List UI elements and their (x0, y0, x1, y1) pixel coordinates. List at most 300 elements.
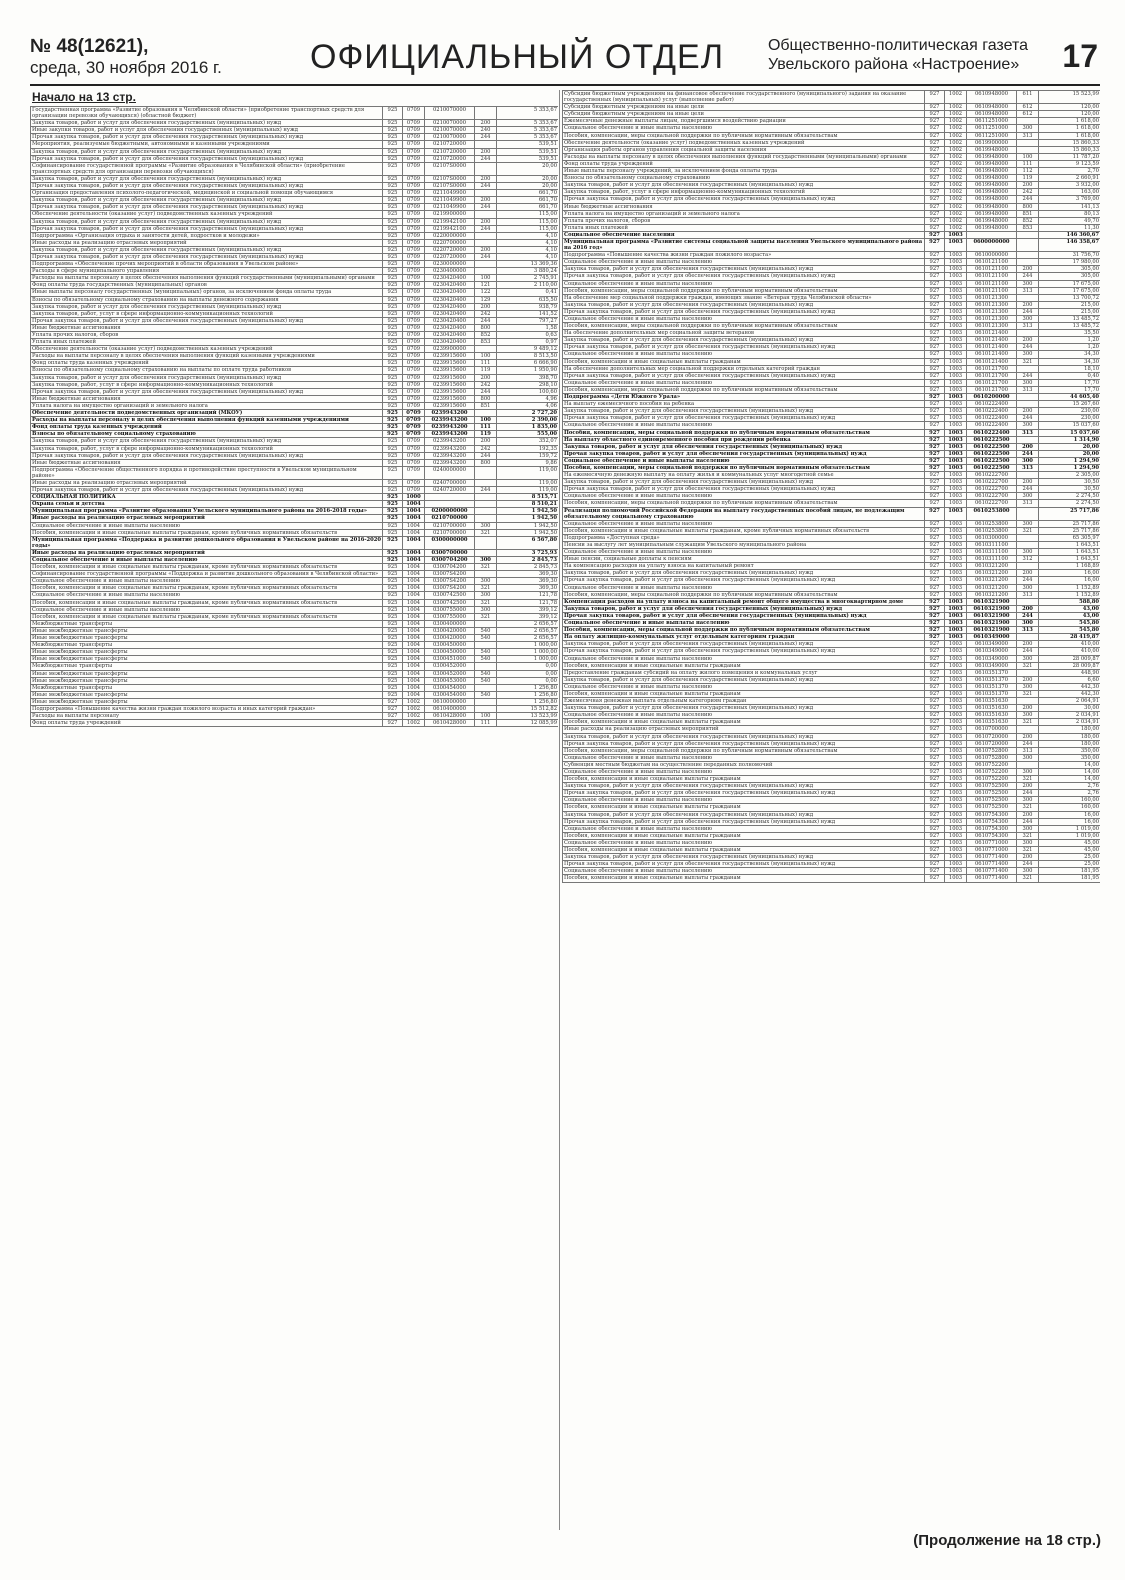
table-row (563, 196, 1101, 203)
row-section-code: 1004 (403, 677, 425, 684)
row-amount: 3 880,24 (497, 268, 559, 275)
row-name: Социальное обеспечение и иные выплаты населению (563, 620, 925, 627)
row-section-code: 1004 (403, 522, 425, 529)
row-expense-type: 313 (1017, 132, 1039, 139)
row-section-code: 0709 (403, 127, 425, 134)
table-row (563, 698, 1101, 705)
table-row (563, 740, 1101, 747)
budget-table-left (30, 106, 558, 727)
row-expense-type (1017, 394, 1039, 401)
row-name: Закупка товаров, работ и услуг для обеспечения государственных (муниципальных) нужд (31, 246, 383, 253)
row-name: Пособия, компенсации и иные социальные выплаты гражданам, кроме публичных нормативных обязательств (31, 585, 383, 592)
table-row (31, 424, 559, 431)
row-admin-code: 927 (925, 875, 945, 882)
row-expense-type (475, 508, 497, 515)
row-admin-code: 925 (383, 148, 403, 155)
row-expense-type: 242 (475, 381, 497, 388)
table-row (563, 330, 1101, 337)
row-target-code: 0610400000 (425, 705, 475, 712)
table-row (31, 268, 559, 275)
row-name: Закупка товаров, работ и услуг для обеспечения государственных (муниципальных) нужд (563, 408, 925, 415)
row-admin-code: 927 (925, 811, 945, 818)
row-admin-code: 925 (383, 417, 403, 424)
row-amount: 442,30 (1039, 683, 1101, 690)
row-name: На обеспечение дополнительных мер социальной поддержки отдельных категорий граждан (563, 365, 925, 372)
row-amount: 13 700,72 (1039, 294, 1101, 301)
row-section-code: 1002 (945, 203, 967, 210)
row-amount: 192,35 (497, 445, 559, 452)
row-section-code: 1003 (945, 493, 967, 500)
row-expense-type: 100 (475, 275, 497, 282)
row-admin-code: 927 (925, 570, 945, 577)
row-target-code: 0210720000 (425, 148, 475, 155)
row-name: Реализация полномочий Российской Федерации на выплату государственных пособий лицам, не подлежащим обязательному социальному страхованию (563, 507, 925, 520)
row-section-code: 1000 (403, 494, 425, 501)
row-amount: 146 360,67 (1039, 231, 1101, 238)
row-section-code: 1004 (403, 635, 425, 642)
row-name: Пособия, компенсации, меры социальной поддержки по публичным нормативным обязательствам (563, 132, 925, 139)
row-admin-code: 927 (925, 818, 945, 825)
row-admin-code: 927 (925, 790, 945, 797)
row-target-code: 0300755000 (425, 613, 475, 620)
row-admin-code: 927 (925, 153, 945, 160)
table-row (31, 564, 559, 571)
row-amount: 14,00 (1039, 761, 1101, 768)
row-target-code: 0610222500 (967, 464, 1017, 471)
row-name: Закупка товаров, работ и услуг для обеспечения государственных (муниципальных) нужд (31, 120, 383, 127)
row-name: Закупка товаров, работ и услуг для обеспечения государственных (муниципальных) нужд (563, 733, 925, 740)
row-target-code: 0300451000 (425, 656, 475, 663)
row-target-code: 0239943200 (425, 417, 475, 424)
row-admin-code: 925 (383, 296, 403, 303)
row-amount: 2 064,91 (1039, 698, 1101, 705)
row-target-code: 02107S0000 (425, 162, 475, 175)
row-admin-code: 925 (383, 232, 403, 239)
row-expense-type: 244 (1017, 612, 1039, 619)
row-name: Закупка товаров, работ и услуг для обеспечения государственных (муниципальных) нужд (563, 605, 925, 612)
row-admin-code: 925 (383, 452, 403, 459)
table-row (31, 613, 559, 620)
row-amount: 588,80 (1039, 598, 1101, 605)
row-amount: 2 656,57 (497, 627, 559, 634)
row-target-code: 0610222700 (967, 472, 1017, 479)
row-name: Расходы на выплаты персоналу в целях обеспечения выполнения функций государственными (муниципальными) органами (31, 275, 383, 282)
row-amount: 1 019,00 (1039, 832, 1101, 839)
row-amount: 539,51 (497, 148, 559, 155)
table-row (31, 642, 559, 649)
row-expense-type: 121 (475, 282, 497, 289)
row-name: СОЦИАЛЬНАЯ ПОЛИТИКА (31, 494, 383, 501)
row-admin-code: 925 (383, 592, 403, 599)
table-row (31, 332, 559, 339)
row-section-code: 0709 (403, 360, 425, 367)
row-name: Социальное обеспечение и иные выплаты населению (563, 584, 925, 591)
row-section-code: 1003 (945, 591, 967, 598)
row-name: Подпрограмма «Доступная среда» (563, 534, 925, 541)
row-amount: 1 152,89 (1039, 584, 1101, 591)
row-admin-code: 927 (925, 598, 945, 605)
row-name: Закупка товаров, работ и услуг для обеспечения государственных (муниципальных) нужд (563, 479, 925, 486)
row-admin-code: 927 (925, 273, 945, 280)
row-section-code: 1003 (945, 394, 967, 401)
row-name: Пособия, компенсации, меры социальной поддержки по публичным нормативным обязательствам (563, 591, 925, 598)
row-section-code: 0709 (403, 162, 425, 175)
row-admin-code: 925 (383, 275, 403, 282)
row-admin-code: 927 (925, 252, 945, 259)
table-row (563, 457, 1101, 464)
row-name: Пособия, компенсации и иные социальные выплаты гражданам (563, 776, 925, 783)
row-amount: 28 009,87 (1039, 655, 1101, 662)
row-target-code: 0239915600 (425, 367, 475, 374)
row-section-code: 1004 (403, 557, 425, 564)
row-expense-type (1017, 139, 1039, 146)
row-amount: 16,00 (1039, 570, 1101, 577)
row-target-code: 0210720000 (425, 141, 475, 148)
row-expense-type: 119 (475, 431, 497, 438)
row-expense-type: 200 (1017, 570, 1039, 577)
row-admin-code: 925 (383, 197, 403, 204)
row-target-code: 0300000000 (425, 536, 475, 549)
row-target-code: 0619948000 (967, 168, 1017, 175)
table-row (31, 599, 559, 606)
row-target-code: 0610121400 (967, 358, 1017, 365)
row-section-code: 1004 (403, 642, 425, 649)
row-admin-code: 925 (383, 317, 403, 324)
row-section-code: 1003 (945, 683, 967, 690)
row-name: Социальное обеспечение и иные выплаты населению (563, 493, 925, 500)
table-row (563, 754, 1101, 761)
row-name: Закупка товаров, работ, услуг в сфере информационно-коммуникационных технологий (31, 381, 383, 388)
row-target-code: 0610222400 (967, 408, 1017, 415)
row-admin-code: 927 (925, 104, 945, 111)
row-section-code: 1003 (945, 308, 967, 315)
row-name: Закупка товаров, работ и услуг для обеспечения государственных (муниципальных) нужд (563, 811, 925, 818)
row-expense-type: 244 (1017, 861, 1039, 868)
row-section-code: 1003 (945, 612, 967, 619)
table-row (31, 324, 559, 331)
row-amount: 15 037,60 (1039, 429, 1101, 436)
row-admin-code: 927 (925, 287, 945, 294)
row-section-code: 1003 (945, 486, 967, 493)
row-name: Прочая закупка товаров, работ и услуг для обеспечения государственных (муниципальных) нужд (563, 818, 925, 825)
row-section-code: 1002 (945, 104, 967, 111)
table-row (563, 719, 1101, 726)
row-section-code: 1003 (945, 676, 967, 683)
row-name: Прочая закупка товаров, работ и услуг для обеспечения государственных (муниципальных) нужд (563, 450, 925, 457)
row-expense-type: 111 (1017, 160, 1039, 167)
row-name: Социальное обеспечение и иные выплаты населению (563, 457, 925, 464)
row-section-code: 1003 (945, 669, 967, 676)
row-section-code: 1003 (945, 556, 967, 563)
row-section-code: 1003 (945, 698, 967, 705)
row-admin-code: 927 (925, 740, 945, 747)
row-admin-code: 927 (925, 676, 945, 683)
table-row (563, 182, 1101, 189)
row-expense-type: 300 (1017, 655, 1039, 662)
table-row (563, 287, 1101, 294)
table-row (31, 536, 559, 549)
row-target-code: 0300453000 (425, 677, 475, 684)
row-amount: 2 274,50 (1039, 500, 1101, 507)
row-target-code: 0619948000 (967, 182, 1017, 189)
table-row (31, 232, 559, 239)
row-name: Подпрограмма «Повышение качества жизни граждан пожилого возраста и иных категорий граждан» (31, 705, 383, 712)
row-target-code: 0611251000 (967, 118, 1017, 125)
row-name: Уплата прочих налогов, сборов (31, 332, 383, 339)
budget-table-right-body (563, 91, 1101, 883)
row-amount: 6 666,90 (497, 360, 559, 367)
row-name: Субсидии бюджетным учреждениям на иные цели (563, 111, 925, 118)
row-admin-code: 927 (925, 224, 945, 231)
row-name: Иные пенсии, социальные доплаты к пенсиям (563, 556, 925, 563)
row-name: Прочая закупка товаров, работ и услуг для обеспечения государственных (муниципальных) нужд (31, 204, 383, 211)
row-admin-code: 925 (383, 642, 403, 649)
row-name: Пособия, компенсации и иные социальные выплаты гражданам, кроме публичных нормативных обязательств (31, 529, 383, 536)
row-admin-code: 927 (925, 422, 945, 429)
row-amount: 0,00 (497, 670, 559, 677)
row-target-code: 0610771000 (967, 839, 1017, 846)
row-name: Пособия, компенсации, меры социальной поддержки по публичным нормативным обязательствам (563, 287, 925, 294)
row-target-code: 0230420400 (425, 296, 475, 303)
row-target-code: 0300452000 (425, 663, 475, 670)
row-section-code: 0709 (403, 395, 425, 402)
row-name: Закупка товаров, работ и услуг для обеспечения государственных (муниципальных) нужд (563, 641, 925, 648)
row-amount: 45,00 (1039, 847, 1101, 854)
row-target-code: 0230420400 (425, 289, 475, 296)
row-expense-type (1017, 146, 1039, 153)
row-amount: 1 643,51 (1039, 556, 1101, 563)
row-target-code: 0210070000 (425, 120, 475, 127)
table-row (31, 339, 559, 346)
row-section-code: 0709 (403, 353, 425, 360)
row-amount: 16,00 (1039, 811, 1101, 818)
row-section-code: 1003 (945, 429, 967, 436)
row-section-code: 1003 (945, 351, 967, 358)
row-expense-type: 851 (1017, 210, 1039, 217)
row-admin-code: 927 (925, 556, 945, 563)
row-name: Прочая закупка товаров, работ и услуг для обеспечения государственных (муниципальных) нужд (563, 273, 925, 280)
row-section-code: 1003 (945, 818, 967, 825)
row-name: Пособия, компенсации и иные социальные выплаты гражданам (563, 847, 925, 854)
row-amount: 215,00 (1039, 301, 1101, 308)
row-section-code: 1003 (945, 776, 967, 783)
row-name: Социальное обеспечение и иные выплаты населению (31, 578, 383, 585)
row-amount: 80,13 (1039, 210, 1101, 217)
row-amount: 28 009,87 (1039, 662, 1101, 669)
row-target-code: 0220720000 (425, 253, 475, 260)
table-row (563, 612, 1101, 619)
row-expense-type: 200 (475, 438, 497, 445)
row-expense-type: 119 (475, 367, 497, 374)
table-row (563, 797, 1101, 804)
row-admin-code: 927 (925, 308, 945, 315)
row-expense-type: 611 (1017, 91, 1039, 104)
row-name: Межбюджетные трансферты (31, 663, 383, 670)
row-expense-type (475, 501, 497, 508)
row-expense-type: 111 (475, 720, 497, 727)
row-admin-code: 927 (925, 549, 945, 556)
row-target-code: 0610121400 (967, 344, 1017, 351)
row-amount: 1 000,00 (497, 649, 559, 656)
row-section-code: 1004 (403, 684, 425, 691)
row-amount: 115,00 (497, 211, 559, 218)
row-admin-code: 927 (925, 450, 945, 457)
row-admin-code: 927 (925, 118, 945, 125)
row-amount: 9 489,12 (497, 346, 559, 353)
row-target-code: 0610349000 (967, 641, 1017, 648)
row-admin-code: 927 (925, 125, 945, 132)
row-section-code: 1004 (403, 549, 425, 556)
row-admin-code: 927 (925, 175, 945, 182)
row-admin-code: 925 (383, 162, 403, 175)
row-expense-type: 612 (1017, 111, 1039, 118)
table-row (31, 148, 559, 155)
row-section-code: 1003 (945, 804, 967, 811)
row-section-code: 1003 (945, 542, 967, 549)
table-row (563, 252, 1101, 259)
row-target-code: 0610349000 (967, 648, 1017, 655)
row-name: Пособия, компенсации и иные социальные выплаты гражданам (563, 690, 925, 697)
row-target-code: 0610311100 (967, 556, 1017, 563)
row-amount: 1 942,50 (497, 508, 559, 515)
row-section-code: 1003 (945, 598, 967, 605)
table-row (563, 118, 1101, 125)
table-row (31, 246, 559, 253)
row-admin-code: 927 (925, 747, 945, 754)
row-target-code: 0610752200 (967, 761, 1017, 768)
row-name: Иные расходы на реализацию отраслевых мероприятий (31, 239, 383, 246)
row-name: Социальное обеспечение и иные выплаты населению (563, 825, 925, 832)
row-admin-code: 925 (383, 684, 403, 691)
row-target-code: 0211049900 (425, 190, 475, 197)
row-admin-code: 927 (925, 839, 945, 846)
table-row (31, 197, 559, 204)
table-row (563, 584, 1101, 591)
row-section-code: 1002 (945, 189, 967, 196)
row-section-code: 1003 (945, 273, 967, 280)
row-name: Закупка товаров, работ и услуг для обеспечения государственных (муниципальных) нужд (563, 443, 925, 450)
row-admin-code: 925 (383, 381, 403, 388)
row-target-code: 0610121100 (967, 259, 1017, 266)
row-name: Закупка товаров, работ и услуг для обеспечения государственных (муниципальных) нужд (563, 266, 925, 273)
row-name: Прочая закупка товаров, работ и услуг для обеспечения государственных (муниципальных) нужд (31, 487, 383, 494)
row-expense-type (475, 346, 497, 353)
row-name: Межбюджетные трансферты (31, 684, 383, 691)
row-name: Социальное обеспечение населения (563, 231, 925, 238)
table-row (31, 388, 559, 395)
row-expense-type: 313 (1017, 323, 1039, 330)
table-row (563, 224, 1101, 231)
row-name: Уплата прочих налогов, сборов (563, 217, 925, 224)
row-section-code: 1003 (945, 422, 967, 429)
row-target-code: 0219900000 (425, 211, 475, 218)
row-expense-type (475, 663, 497, 670)
row-admin-code: 927 (925, 542, 945, 549)
row-section-code: 0709 (403, 225, 425, 232)
table-row (31, 374, 559, 381)
table-row (563, 308, 1101, 315)
row-amount: 8 510,21 (497, 501, 559, 508)
row-name: Организация работы органов управления социальной защиты населения (563, 146, 925, 153)
row-expense-type (475, 494, 497, 501)
table-row (563, 598, 1101, 605)
row-name: Закупка товаров, работ и услуг для обеспечения государственных (муниципальных) нужд (563, 301, 925, 308)
row-expense-type (1017, 761, 1039, 768)
row-expense-type: 852 (1017, 217, 1039, 224)
row-admin-code: 927 (925, 634, 945, 641)
row-section-code: 0709 (403, 120, 425, 127)
row-target-code: 0239915600 (425, 360, 475, 367)
row-section-code: 0709 (403, 402, 425, 409)
row-expense-type: 244 (1017, 740, 1039, 747)
row-amount: 0,97 (497, 339, 559, 346)
row-section-code: 1003 (945, 287, 967, 294)
row-amount: 1 835,00 (497, 424, 559, 431)
row-expense-type: 200 (1017, 479, 1039, 486)
row-expense-type: 313 (1017, 464, 1039, 471)
row-admin-code: 927 (925, 443, 945, 450)
table-row (563, 662, 1101, 669)
row-amount: 2 745,91 (497, 275, 559, 282)
row-expense-type: 244 (1017, 818, 1039, 825)
row-name: Уплата иных платежей (563, 224, 925, 231)
row-amount: 215,00 (1039, 308, 1101, 315)
row-target-code: 0610121700 (967, 379, 1017, 386)
row-expense-type: 852 (475, 332, 497, 339)
row-admin-code: 925 (383, 529, 403, 536)
row-section-code: 1003 (945, 754, 967, 761)
row-target-code: 0610121400 (967, 330, 1017, 337)
row-expense-type (1017, 238, 1039, 251)
row-name: Расходы на выплаты персоналу (31, 713, 383, 720)
row-admin-code: 927 (925, 358, 945, 365)
row-amount: 369,30 (497, 571, 559, 578)
table-row (31, 677, 559, 684)
row-section-code: 0709 (403, 183, 425, 190)
table-row (563, 365, 1101, 372)
row-admin-code: 925 (383, 677, 403, 684)
row-target-code: 0230420400 (425, 339, 475, 346)
row-amount: 448,90 (1039, 669, 1101, 676)
row-name: Софинансирование государственной программы «Поддержка и развитие дошкольного образования в Челябинской области» (31, 571, 383, 578)
row-section-code: 0709 (403, 374, 425, 381)
row-expense-type: 312 (1017, 556, 1039, 563)
row-admin-code: 927 (925, 259, 945, 266)
row-expense-type (1017, 726, 1039, 733)
row-admin-code: 927 (925, 612, 945, 619)
row-expense-type: 300 (475, 592, 497, 599)
row-expense-type: 200 (1017, 266, 1039, 273)
row-admin-code: 925 (383, 175, 403, 182)
row-name: Закупка товаров, работ и услуг для обеспечения государственных (муниципальных) нужд (563, 783, 925, 790)
row-target-code: 0610754300 (967, 832, 1017, 839)
table-row (563, 210, 1101, 217)
table-row (563, 733, 1101, 740)
row-expense-type: 244 (1017, 344, 1039, 351)
row-amount: 442,30 (1039, 690, 1101, 697)
row-name: Социальное обеспечение и иные выплаты населению (563, 422, 925, 429)
row-expense-type: 300 (1017, 712, 1039, 719)
table-row (31, 141, 559, 148)
row-expense-type: 540 (475, 627, 497, 634)
row-name: Иные расходы на реализацию отраслевых мероприятий (31, 549, 383, 556)
table-row (563, 344, 1101, 351)
row-amount: 45,00 (1039, 839, 1101, 846)
row-section-code: 0709 (403, 134, 425, 141)
row-target-code: 0240700000 (425, 479, 475, 486)
row-section-code: 1003 (945, 726, 967, 733)
row-target-code: 0610321900 (967, 627, 1017, 634)
